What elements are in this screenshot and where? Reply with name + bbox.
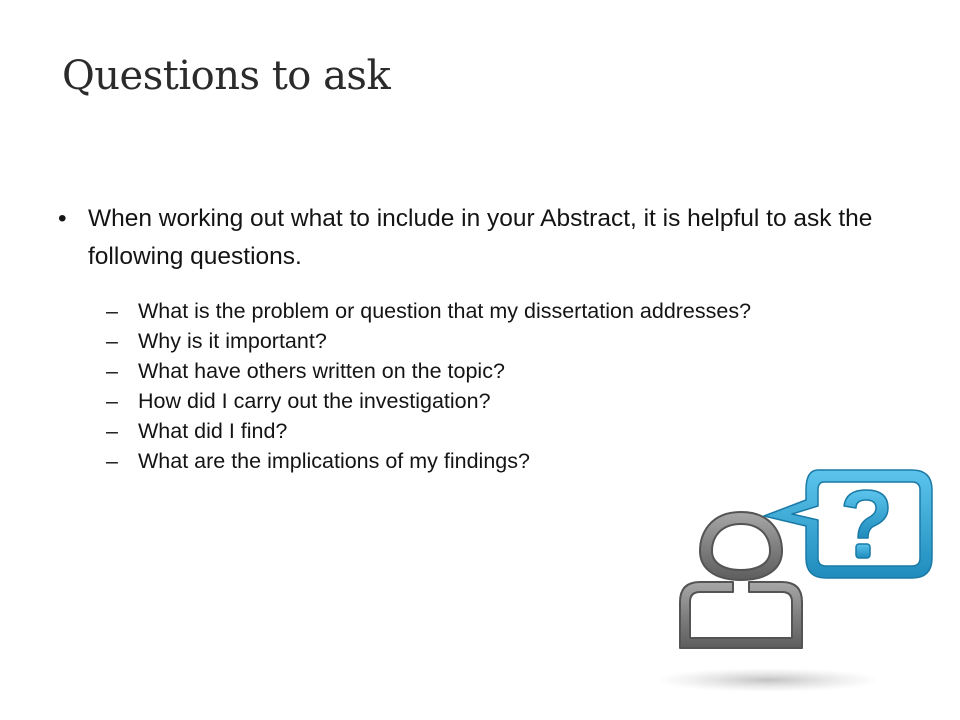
question-item	[106, 356, 878, 386]
person-body	[680, 582, 802, 648]
dash-marker: –	[106, 419, 118, 443]
question-item	[106, 416, 878, 446]
dash-marker: –	[106, 389, 118, 413]
main-bullet-text: When working out what to include in your Abstract, it is helpful to ask the following questions.	[88, 205, 873, 270]
dash-marker: –	[106, 299, 118, 323]
dash-marker: –	[106, 449, 118, 473]
question-text: What are the implications of my findings?	[138, 449, 530, 473]
person-question-icon	[640, 448, 940, 698]
question-mark-dot	[856, 544, 870, 558]
question-text: How did I carry out the investigation?	[138, 389, 491, 413]
question-item	[106, 386, 878, 416]
bullet-marker: •	[58, 205, 67, 232]
speech-bubble	[764, 470, 932, 578]
question-mark-icon	[844, 490, 888, 538]
question-text: What is the problem or question that my dissertation addresses?	[138, 299, 752, 323]
question-text: What have others written on the topic?	[138, 359, 505, 383]
floor-shadow	[656, 668, 880, 692]
dash-marker: –	[106, 329, 118, 353]
question-item	[106, 296, 878, 326]
question-text: Why is it important?	[138, 329, 327, 353]
question-text: What did I find?	[138, 419, 288, 443]
person-head	[700, 512, 782, 580]
slide-content	[58, 200, 878, 476]
main-bullet	[58, 200, 878, 276]
question-item	[106, 326, 878, 356]
dash-marker: –	[106, 359, 118, 383]
slide-title: Questions to ask	[62, 53, 391, 99]
